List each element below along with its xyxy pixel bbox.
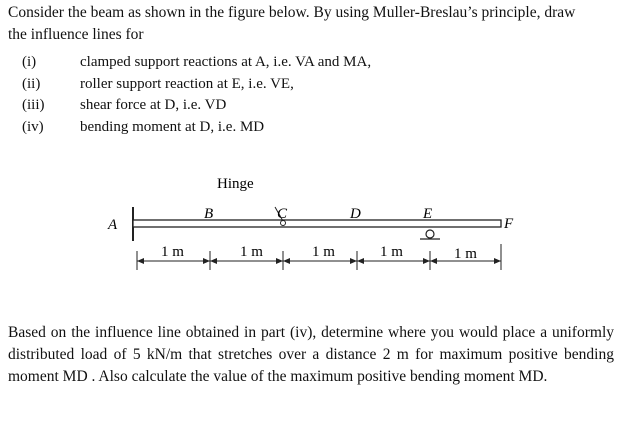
intro-line-1: Consider the beam as shown in the figure below. By using Muller-Breslau’s principle, draw	[8, 4, 576, 21]
task-text: roller support reaction at E, i.e. VE,	[80, 75, 294, 92]
span-label-bc: 1 m	[240, 244, 263, 260]
point-label-c: C	[277, 206, 288, 222]
task-number: (i)	[22, 54, 37, 70]
span-label-ef: 1 m	[454, 246, 477, 262]
roller-support	[426, 230, 434, 238]
point-label-f: F	[504, 216, 514, 232]
task-text: bending moment at D, i.e. MD	[80, 118, 265, 135]
problem-intro	[8, 2, 628, 46]
span-label-de: 1 m	[380, 244, 403, 260]
task-number: (iii)	[22, 97, 45, 113]
point-label-b: B	[204, 206, 214, 222]
task-list	[22, 52, 371, 138]
task-item	[22, 117, 371, 139]
beam	[133, 220, 501, 227]
task-number: (iv)	[22, 118, 44, 135]
hinge-label: Hinge	[217, 176, 254, 192]
beam-figure	[95, 165, 535, 275]
problem-followup: Based on the influence line obtained in part (iv), determine where you would place a uniformly distributed load of 5 kN/m that stretches over a distance 2 m for maximum positive bending moment MD . Also calculate the value of the maximum positive bending moment MD.	[8, 324, 614, 385]
task-item	[22, 52, 371, 74]
point-label-e: E	[423, 206, 433, 222]
span-label-cd: 1 m	[312, 244, 335, 260]
intro-line-2: the influence lines for	[8, 26, 144, 43]
task-item	[22, 74, 371, 96]
task-text: shear force at D, i.e. VD	[80, 97, 227, 113]
task-item	[22, 95, 371, 117]
task-number: (ii)	[22, 75, 41, 92]
point-label-a: A	[108, 217, 118, 233]
span-label-ab: 1 m	[161, 244, 184, 260]
point-label-d: D	[350, 206, 361, 222]
task-text: clamped support reactions at A, i.e. VA and MA,	[80, 54, 372, 70]
